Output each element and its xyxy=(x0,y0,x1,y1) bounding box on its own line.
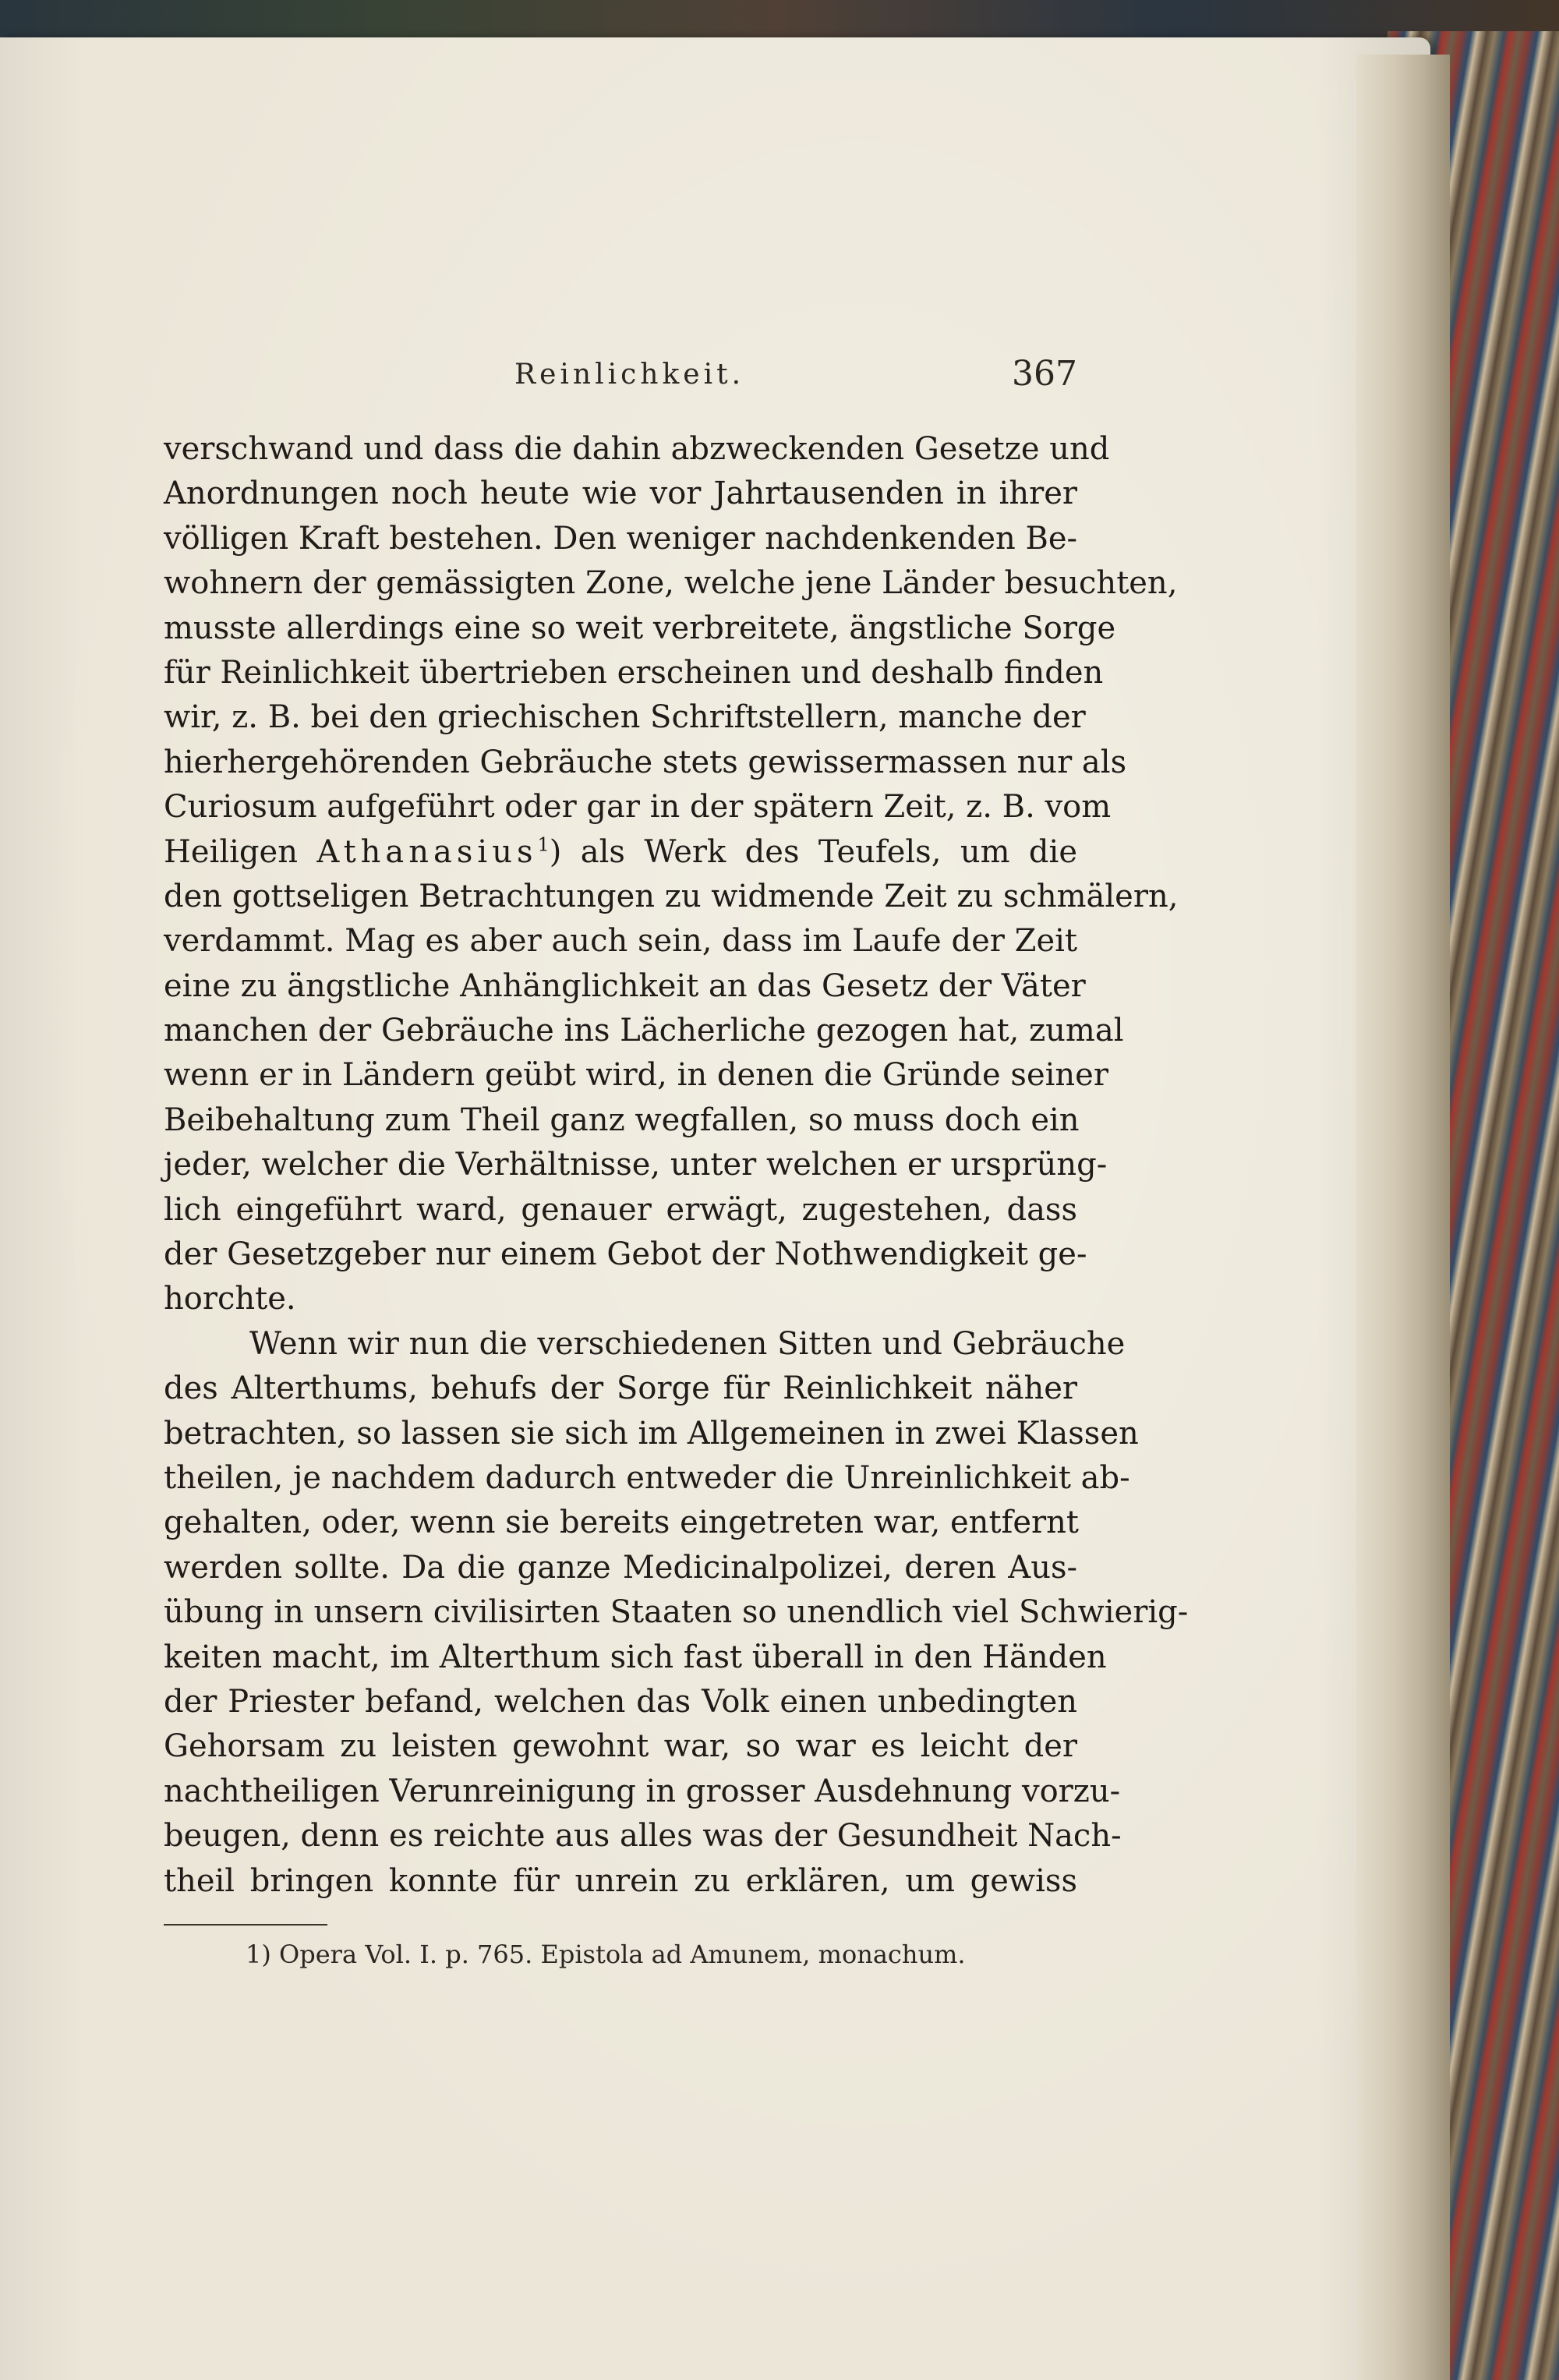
text-line: Curiosum aufgeführt oder gar in der spätern Zeit, z. B. vom xyxy=(164,789,1112,826)
footnote: 1) Opera Vol. I. p. 765. Epistola ad Amunem, monachum. xyxy=(246,1940,966,1969)
footnote-rule xyxy=(164,1924,327,1926)
footnote-marker: 1 xyxy=(537,833,550,856)
text-line: gehalten, oder, wenn sie bereits eingetreten war, entfernt xyxy=(164,1505,1079,1541)
text-line: den gottseligen Betrachtungen zu widmende Zeit zu schmälern, xyxy=(164,878,1179,914)
text-line: wir, z. B. bei den griechischen Schriftstellern, manche der xyxy=(164,699,1086,736)
text-line: für Reinlichkeit übertrieben erscheinen und deshalb finden xyxy=(164,654,1104,691)
line-pre-text: Heiligen xyxy=(164,833,317,870)
running-head xyxy=(164,349,1077,404)
text-line: keiten macht, im Alterthum sich fast überall in den Händen xyxy=(164,1639,1107,1675)
text-line: des Alterthums, behufs der Sorge für Reinlichkeit näher xyxy=(164,1370,1077,1407)
text-line: wenn er in Ländern geübt wird, in denen die Gründe seiner xyxy=(164,1057,1108,1094)
text-line: beugen, denn es reichte aus alles was der Gesundheit Nach- xyxy=(164,1818,1122,1855)
text-line: werden sollte. Da die ganze Medicinalpolizei, deren Aus- xyxy=(164,1549,1077,1586)
text-line: verdammt. Mag es aber auch sein, dass im Laufe der Zeit xyxy=(164,923,1077,960)
text-line: theilen, je nachdem dadurch entweder die Unreinlichkeit ab- xyxy=(164,1459,1130,1496)
text-line: wohnern der gemässigten Zone, welche jene Länder besuchten, xyxy=(164,565,1178,602)
line-post-text: ) als Werk des Teufels, um die xyxy=(549,833,1078,870)
text-line: horchte. xyxy=(164,1281,296,1317)
page-stack-edge xyxy=(1356,55,1450,2380)
page-number: 367 xyxy=(1012,354,1077,394)
text-line: jeder, welcher die Verhältnisse, unter welchen er ursprüng- xyxy=(164,1147,1108,1183)
text-line: Beibehaltung zum Theil ganz wegfallen, so muss doch ein xyxy=(164,1102,1080,1138)
text-line: nachtheiligen Verunreinigung in grosser Ausdehnung vorzu- xyxy=(164,1773,1121,1809)
name-athanasius: Athanasius xyxy=(316,833,538,870)
text-line: übung in unsern civilisirten Staaten so unendlich viel Schwierig- xyxy=(164,1594,1189,1631)
text-line: manchen der Gebräuche ins Lächerliche gezogen hat, zumal xyxy=(164,1013,1124,1049)
text-line: Anordnungen noch heute wie vor Jahrtausenden in ihrer xyxy=(164,476,1077,512)
text-line: hierhergehörenden Gebräuche stets gewissermassen nur als xyxy=(164,744,1127,780)
text-line-with-footnote xyxy=(164,830,1077,875)
text-line: Gehorsam zu leisten gewohnt war, so war es leicht der xyxy=(164,1728,1077,1765)
text-line: theil bringen konnte für unrein zu erklären, um gewiss xyxy=(164,1862,1077,1899)
text-line: der Priester befand, welchen das Volk einen unbedingten xyxy=(164,1683,1077,1720)
running-head-title: Reinlichkeit. xyxy=(514,359,745,391)
paragraph-first-line: Wenn wir nun die verschiedenen Sitten und Gebräuche xyxy=(249,1325,1126,1362)
text-line: eine zu ängstliche Anhänglichkeit an das Gesetz der Väter xyxy=(164,967,1086,1004)
body-text xyxy=(164,427,1189,1904)
text-line: völligen Kraft bestehen. Den weniger nachdenkenden Be- xyxy=(164,520,1078,557)
text-line: musste allerdings eine so weit verbreitete, ängstliche Sorge xyxy=(164,610,1116,646)
text-line: der Gesetzgeber nur einem Gebot der Nothwendigkeit ge- xyxy=(164,1236,1087,1273)
text-line: lich eingeführt ward, genauer erwägt, zugestehen, dass xyxy=(164,1191,1077,1228)
text-line: betrachten, so lassen sie sich im Allgemeinen in zwei Klassen xyxy=(164,1415,1139,1452)
book-page xyxy=(0,37,1430,2380)
text-line: verschwand und dass die dahin abzweckenden Gesetze und xyxy=(164,431,1110,467)
